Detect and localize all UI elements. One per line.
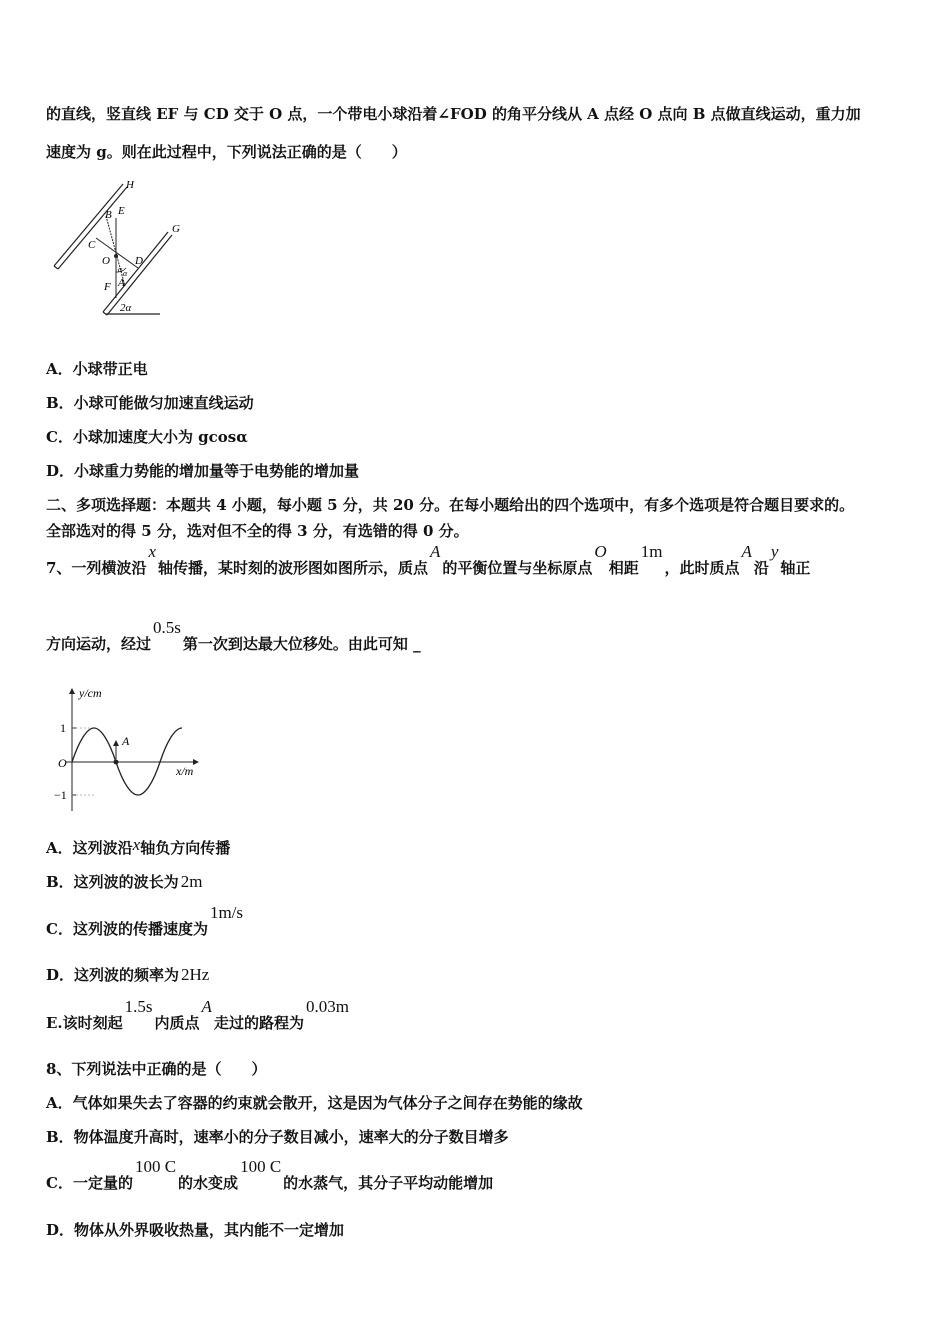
q6-option-d: D．小球重力势能的增加量等于电势能的增加量: [46, 462, 360, 480]
section2-line2: 全部选对的得 5 分，选对但不全的得 3 分，有选错的得 0 分。: [46, 522, 469, 540]
q7-option-e-text: E.该时刻起: [46, 1014, 123, 1032]
q7-var-a: A: [741, 542, 752, 561]
q8-option-c-text: 的水变成: [178, 1174, 239, 1192]
label-g: G: [172, 223, 180, 235]
q7-option-e-time: 1.5s: [124, 997, 153, 1016]
q6-stem-line1: 的直线，竖直线 EF 与 CD 交于 O 点，一个带电小球沿着∠FOD 的角平分线从 A 点经 O 点向 B 点做直线运动，重力加: [46, 105, 861, 123]
q8-option-c-text: C．一定量的: [46, 1174, 133, 1192]
q7-text: 的平衡位置与坐标原点: [442, 559, 593, 577]
label-b: B: [105, 209, 112, 221]
q7-option-d-text: D．这列波的频率为: [46, 966, 180, 984]
graph-xlabel: x/m: [176, 764, 194, 778]
graph-point-label: A: [122, 734, 130, 748]
q8-option-b: B．物体温度升高时，速率小的分子数目减小，速率大的分子数目增多: [46, 1128, 509, 1146]
q8-option-d: D．物体从外界吸收热量，其内能不一定增加: [46, 1221, 345, 1239]
graph-ylabel: y/cm: [79, 686, 102, 700]
q7-option-b-value: 2m: [180, 872, 203, 891]
q7-stem-line2: [46, 618, 421, 654]
q8-option-c-text: 的水蒸气，其分子平均动能增加: [283, 1174, 494, 1192]
graph-origin: O: [58, 756, 67, 770]
q7-option-b-text: B．这列波的波长为: [46, 873, 179, 891]
q7-text: 7、一列横波沿: [46, 559, 147, 577]
q7-option-c-value: 1m/s: [209, 903, 244, 922]
q7-option-a-text: A．这列波沿: [46, 839, 133, 857]
graph-ytick-pos: 1: [60, 721, 66, 735]
q7-option-a: [46, 837, 230, 858]
label-o: O: [102, 255, 110, 267]
q7-var-y: y: [770, 542, 779, 561]
q6-option-c: C．小球加速度大小为 gcosα: [46, 428, 248, 446]
q7-var-a: A: [430, 542, 441, 561]
label-d: D: [135, 255, 143, 267]
q7-option-b: [46, 871, 202, 892]
q7-text: 相距: [608, 559, 639, 577]
q7-option-e-value: 0.03m: [305, 997, 349, 1016]
q7-option-a-text: 轴负方向传播: [140, 839, 231, 857]
q7-option-a-var: x: [132, 835, 141, 854]
q7-option-c: [46, 903, 245, 939]
q7-option-c-text: C．这列波的传播速度为: [46, 920, 208, 938]
q7-option-d-value: 2Hz: [181, 965, 210, 984]
q6-option-a: A．小球带正电: [46, 360, 148, 378]
q7-wave-graph: [48, 683, 208, 815]
q8-stem: 8、下列说法中正确的是（ ）: [46, 1060, 267, 1078]
right-plate: [103, 232, 172, 315]
q7-text: 第一次到达最大位移处。由此可知 _: [182, 635, 421, 653]
q8-option-c-temp1: 100 C: [134, 1157, 177, 1176]
label-alpha2: α: [123, 269, 128, 278]
q7-time: 0.5s: [153, 618, 181, 637]
q7-var-x: x: [148, 542, 156, 561]
q7-distance: 1m: [640, 542, 663, 561]
label-c: C: [88, 239, 96, 251]
q6-stem-line2: 速度为 g。则在此过程中，下列说法正确的是（ ）: [46, 143, 407, 161]
label-e: E: [118, 205, 125, 217]
q7-text: 轴正: [780, 559, 811, 577]
ball: [114, 254, 118, 258]
q6-option-b: B．小球可能做匀加速直线运动: [46, 394, 254, 412]
graph-ytick-neg: −1: [54, 788, 67, 802]
label-f: F: [104, 281, 111, 293]
label-2alpha: 2α: [120, 302, 132, 314]
q7-option-e-text: 走过的路程为: [213, 1014, 304, 1032]
q8-option-c: [46, 1157, 494, 1193]
q7-var-o: O: [594, 542, 607, 561]
q7-stem-line1: [46, 542, 811, 578]
q8-option-a: A．气体如果失去了容器的约束就会散开，这是因为气体分子之间存在势能的缘故: [46, 1094, 583, 1112]
point-a: [114, 760, 119, 765]
q8-option-c-temp2: 100 C: [240, 1157, 282, 1176]
q7-text: 沿: [753, 559, 769, 577]
q7-text: ，此时质点: [664, 559, 740, 577]
q7-text: 轴传播，某时刻的波形图如图所示，质点: [158, 559, 429, 577]
label-alpha1: α: [118, 265, 123, 274]
q7-option-d: [46, 964, 209, 985]
label-h: H: [126, 179, 134, 191]
q7-text: 方向运动，经过: [46, 635, 152, 653]
section2-line1: 二、多项选择题：本题共 4 小题，每小题 5 分，共 20 分。在每小题给出的四个选项中，有多个选项是符合题目要求的。: [46, 496, 855, 514]
q7-option-e: [46, 997, 351, 1033]
label-a: A: [118, 277, 125, 289]
q6-figure: [48, 176, 198, 321]
q7-option-e-var: A: [201, 997, 212, 1016]
q7-option-e-text: 内质点: [154, 1014, 200, 1032]
